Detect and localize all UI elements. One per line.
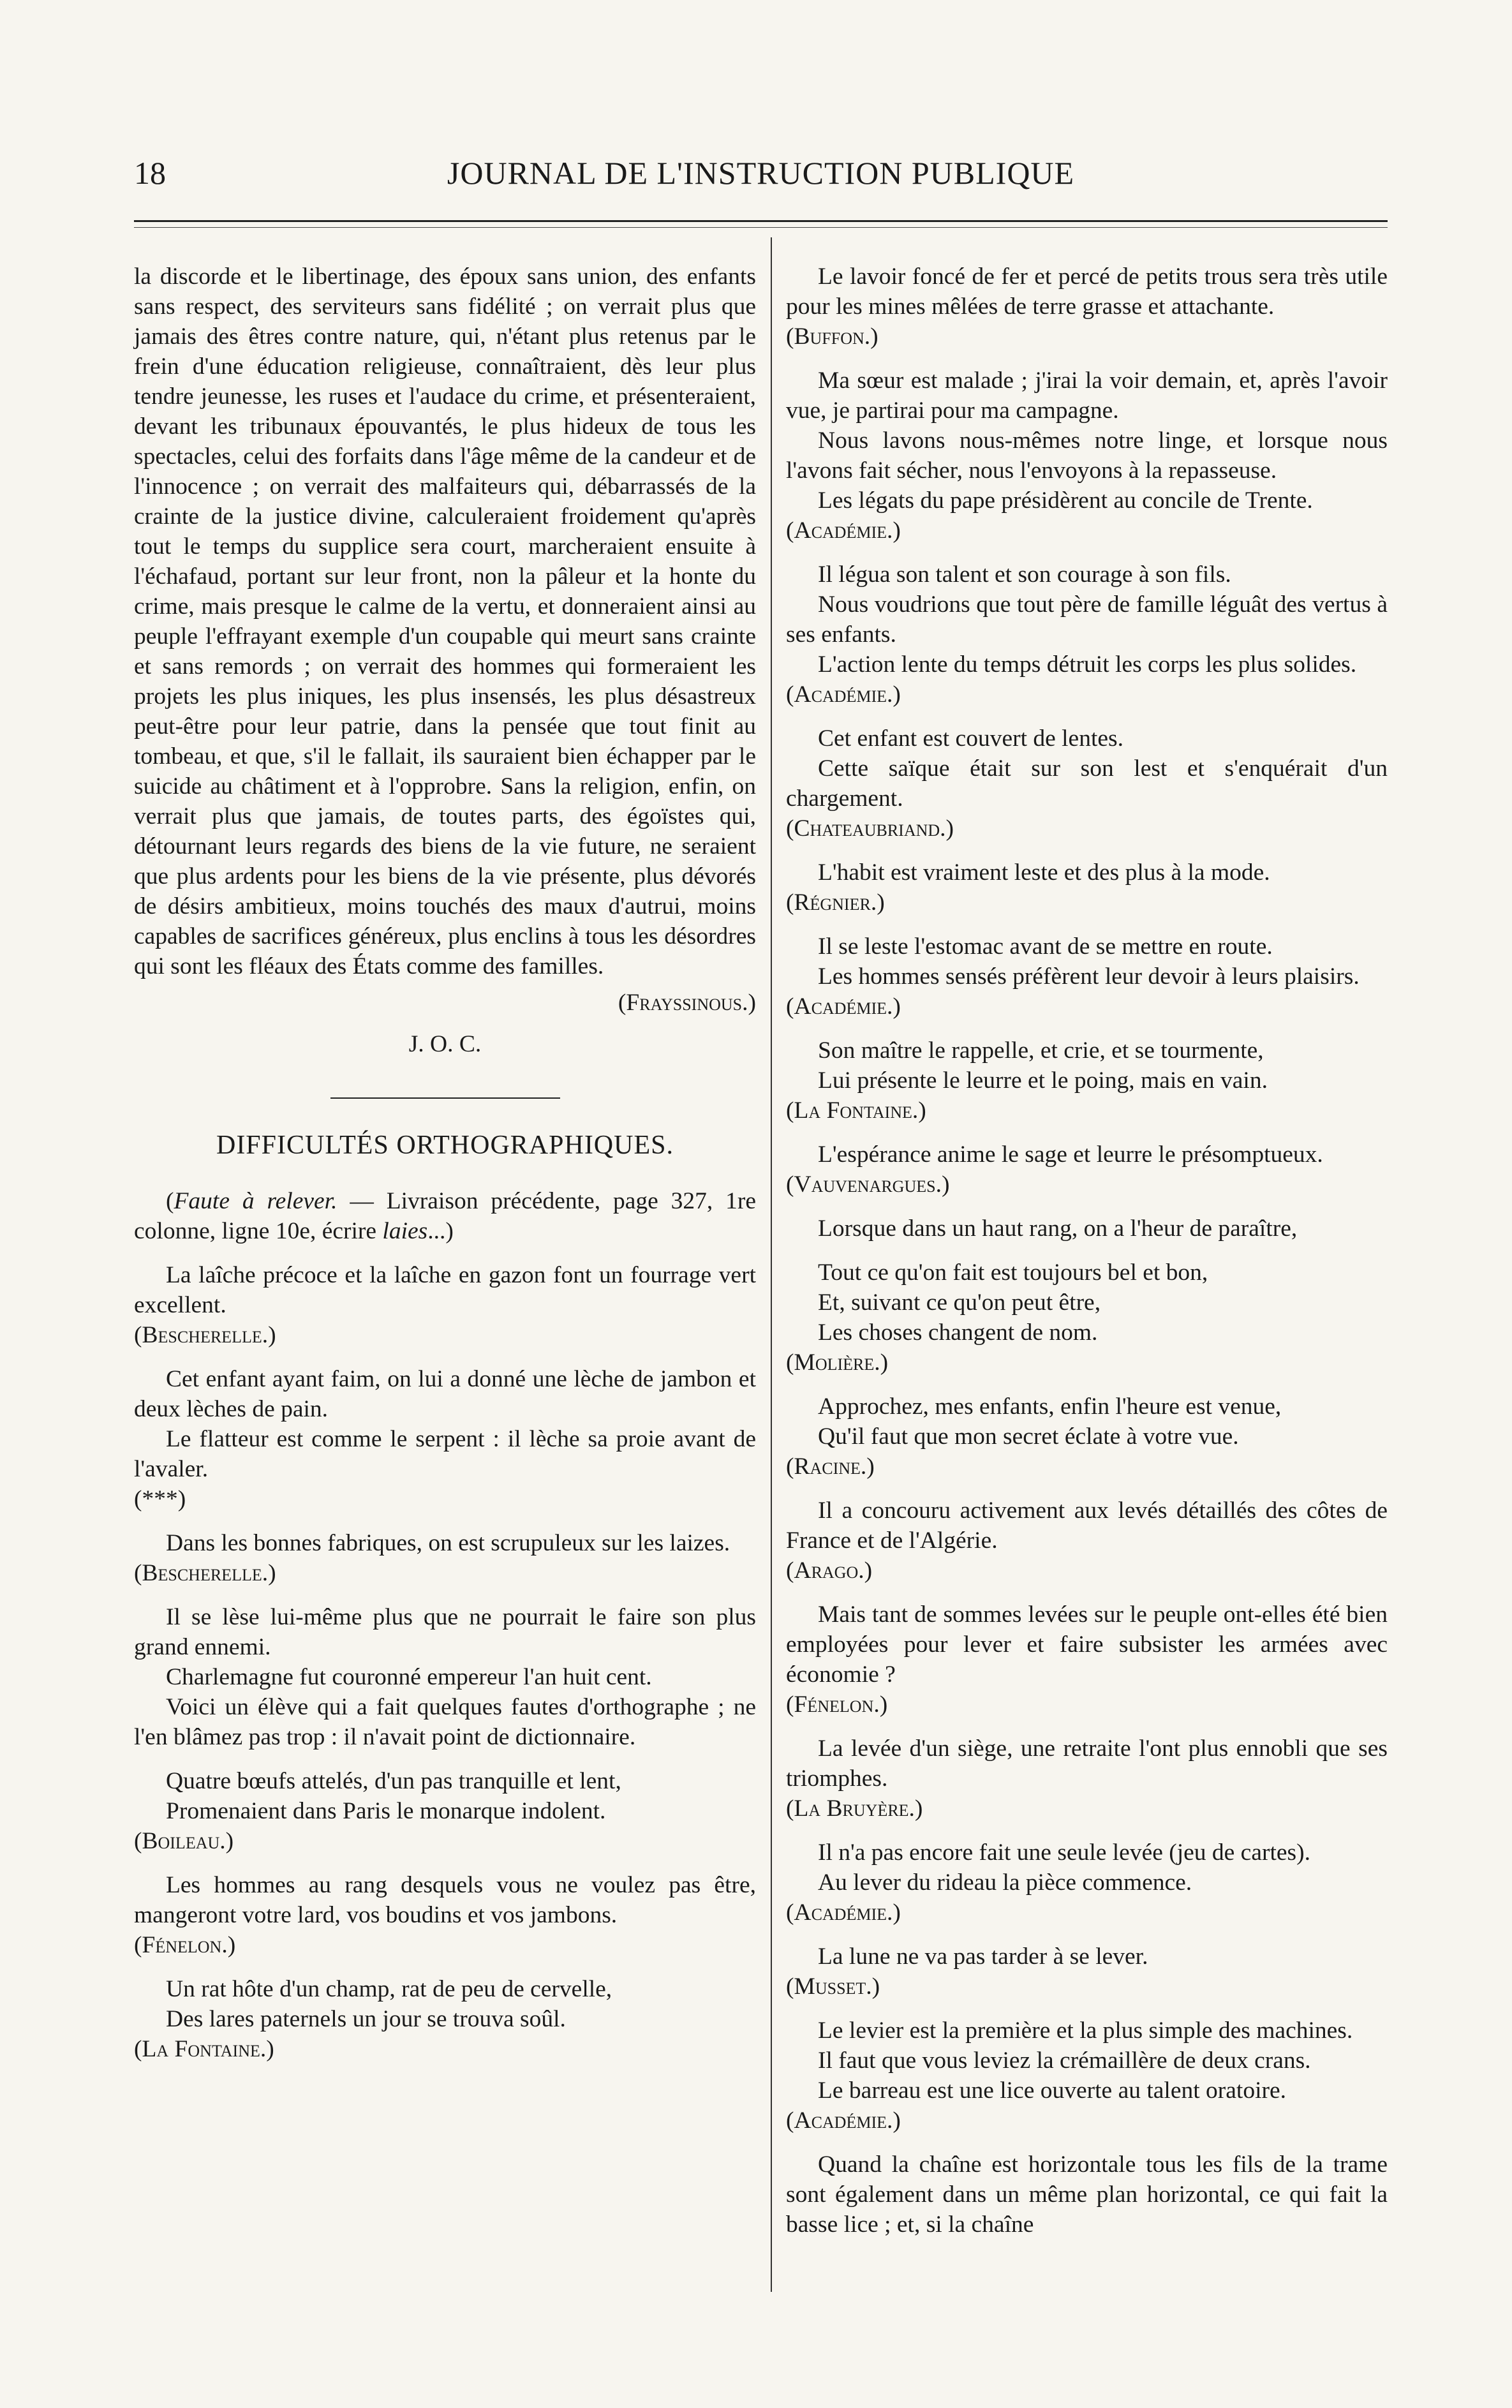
example-line: Le flatteur est comme le serpent : il lèche sa proie avant de l'avaler. <box>134 1426 756 1482</box>
example-source: (Molière.) <box>786 1349 889 1376</box>
left-examples <box>134 1260 756 2064</box>
example-block <box>786 932 1388 1022</box>
example-line: Le barreau est une lice ouverte au talent oratoire. <box>818 2077 1286 2104</box>
example-block <box>786 1036 1388 1126</box>
example-source: (La Fontaine.) <box>134 2036 274 2062</box>
header-rule <box>134 220 1388 222</box>
example-line: Cette saïque était sur son lest et s'enquérait d'un chargement. <box>786 755 1388 812</box>
example-source: (Académie.) <box>786 993 901 1020</box>
header-rule-thin <box>134 227 1388 228</box>
example-block <box>786 1496 1388 1586</box>
example-block <box>786 1392 1388 1482</box>
example-source: (Vauvenargues.) <box>786 1171 950 1198</box>
example-line: Au lever du rideau la pièce commence. <box>818 1869 1192 1896</box>
example-source: (Boileau.) <box>134 1828 234 1854</box>
example-line: L'espérance anime le sage et leurre le présomptueux. <box>818 1141 1323 1168</box>
example-block <box>786 1214 1388 1244</box>
example-line: Dans les bonnes fabriques, on est scrupuleux sur les laizes. <box>166 1530 730 1556</box>
example-source: (Musset.) <box>786 1973 880 2000</box>
example-source: (***) <box>134 1486 186 1512</box>
example-block <box>134 1870 756 1960</box>
example-line: Voici un élève qui a fait quelques fautes d'orthographe ; ne l'en blâmez pas trop : il n'avait point de dictionnaire. <box>134 1694 756 1750</box>
example-block <box>786 1942 1388 2002</box>
example-block <box>786 858 1388 918</box>
example-block <box>786 1838 1388 1928</box>
example-source: (Bescherelle.) <box>134 1322 276 1348</box>
example-line: Et, suivant ce qu'on peut être, <box>818 1289 1101 1316</box>
example-block <box>786 262 1388 352</box>
example-line: L'habit est vraiment leste et des plus à la mode. <box>818 859 1270 886</box>
example-source: (Fénelon.) <box>134 1932 236 1958</box>
example-line: Il légua son talent et son courage à son fils. <box>818 561 1231 588</box>
page-header <box>134 148 1388 199</box>
example-source: (Arago.) <box>786 1557 873 1584</box>
section-title: DIFFICULTÉS ORTHOGRAPHIQUES. <box>216 1131 674 1160</box>
example-source: (Racine.) <box>786 1453 875 1480</box>
example-line: L'action lente du temps détruit les corps les plus solides. <box>818 651 1357 678</box>
example-line: Promenaient dans Paris le monarque indolent. <box>166 1798 606 1824</box>
example-line: Charlemagne fut couronné empereur l'an huit cent. <box>166 1664 652 1690</box>
example-block <box>134 1528 756 1588</box>
example-source: (Buffon.) <box>786 323 878 350</box>
example-line: Il se leste l'estomac avant de se mettre en route. <box>818 933 1273 960</box>
example-line: Lui présente le leurre et le poing, mais en vain. <box>818 1067 1268 1094</box>
example-line: La levée d'un siège, une retraite l'ont plus ennobli que ses triomphes. <box>786 1735 1388 1792</box>
example-block <box>786 1600 1388 1720</box>
example-source: (La Fontaine.) <box>786 1097 926 1124</box>
example-block <box>786 2016 1388 2136</box>
example-line: La laîche précoce et la laîche en gazon font un fourrage vert excellent. <box>134 1262 756 1318</box>
example-line: Il se lèse lui-même plus que ne pourrait le faire son plus grand ennemi. <box>134 1604 756 1660</box>
right-column <box>786 262 1388 2254</box>
example-source: (La Bruyère.) <box>786 1795 923 1822</box>
example-line: Quand la chaîne est horizontale tous les fils de la trame sont également dans un même plan horizontal, ce qui fait la basse lice ; et, si la chaîne <box>786 2152 1388 2238</box>
example-line: Il faut que vous leviez la crémaillère de deux crans. <box>818 2048 1311 2074</box>
example-block <box>786 560 1388 710</box>
example-line: Des lares paternels un jour se trouva soûl. <box>166 2006 566 2032</box>
example-block <box>786 1140 1388 1200</box>
example-block <box>134 1602 756 1752</box>
page-number: 18 <box>134 155 166 191</box>
example-line: Il a concouru activement aux levés détaillés des côtes de France et de l'Algérie. <box>786 1498 1388 1554</box>
example-source: (Bescherelle.) <box>134 1560 276 1586</box>
section-separator <box>330 1097 560 1099</box>
example-source: (Académie.) <box>786 681 901 708</box>
example-line: Quatre bœufs attelés, d'un pas tranquille et lent, <box>166 1768 621 1794</box>
example-line: Approchez, mes enfants, enfin l'heure est venue, <box>818 1394 1282 1420</box>
example-line: Mais tant de sommes levées sur le peuple ont-elles été bien employées pour lever et faire subsister les armées avec économie ? <box>786 1602 1388 1688</box>
example-source: (Académie.) <box>786 1899 901 1926</box>
column-divider <box>771 237 772 2292</box>
example-line: Un rat hôte d'un champ, rat de peu de cervelle, <box>166 1976 612 2002</box>
example-line: Nous lavons nous-mêmes notre linge, et lorsque nous l'avons fait sécher, nous l'envoyons à la repasseuse. <box>786 427 1388 484</box>
example-block <box>786 366 1388 546</box>
signature: J. O. C. <box>408 1031 482 1057</box>
example-line: Les hommes sensés préfèrent leur devoir à leurs plaisirs. <box>818 963 1360 990</box>
example-block <box>134 1766 756 1856</box>
example-line: Cet enfant ayant faim, on lui a donné une lèche de jambon et deux lèches de pain. <box>134 1366 756 1422</box>
example-block <box>134 1364 756 1514</box>
example-source: (Régnier.) <box>786 889 885 916</box>
example-block <box>786 2150 1388 2240</box>
example-line: Le lavoir foncé de fer et percé de petits trous sera très utile pour les mines mêlées de terre grasse et attachante. <box>786 264 1388 320</box>
example-line: Cet enfant est couvert de lentes. <box>818 725 1123 752</box>
example-line: Ma sœur est malade ; j'irai la voir demain, et, après l'avoir vue, je partirai pour ma campagne. <box>786 368 1388 424</box>
example-line: La lune ne va pas tarder à se lever. <box>818 1943 1148 1970</box>
example-line: Les hommes au rang desquels vous ne voulez pas être, mangeront votre lard, vos boudins et vos jambons. <box>134 1872 756 1928</box>
essay-source: (Frayssinous.) <box>618 990 756 1016</box>
example-line: Les choses changent de nom. <box>818 1319 1098 1346</box>
example-line: Qu'il faut que mon secret éclate à votre vue. <box>818 1423 1239 1450</box>
example-block <box>786 1734 1388 1824</box>
example-source: (Chateaubriand.) <box>786 815 954 842</box>
example-block <box>786 1258 1388 1378</box>
essay-text: la discorde et le libertinage, des époux sans union, des enfants sans respect, des serviteurs sans fidélité ; on verrait plus que jamais des êtres contre nature, qui, n'étant plus retenus par le frein d'une éducation religieuse, connaîtraient, dès leur plus tendre jeunesse, les ruses et l'audace du crime, et présenteraient, devant les tribunaux épouvantés, le plus hideux de tous les spectacles, celui des forfaits dans l'âge même de la candeur et de l'innocence ; on verrait des malfaiteurs qui, débarrassés de la crainte de la justice divine, calculeraient froidement qu'après tout le temps du supplice sera court, marcheraient ensuite à l'échafaud, portant sur leur front, non la pâleur et la honte du crime, mais presque le calme de la vertu, et donneraient ainsi au peuple l'effrayant exemple d'un coupable qui meurt sans crainte et sans remords ; on verrait des hommes qui formeraient les projets les plus iniques, les plus insensés, les plus désastreux peut-être pour leur patrie, dans la pensée que tout finit au tombeau, et que, s'il le fallait, ils sauraient bien échapper par le suicide au châtiment et à l'opprobre. Sans la religion, enfin, on verrait plus que jamais, de toutes parts, des égoïstes qui, détournant leurs regards des biens de la vie future, ne seraient que plus ardents pour les biens de la vie présente, plus dévorés de désirs ambitieux, moins touchés des maux d'autrui, moins capables de sacrifices généreux, plus enclins à tous les désordres qui sont les fléaux des États comme des familles. <box>134 264 756 979</box>
example-block <box>786 724 1388 844</box>
left-column <box>134 262 756 2078</box>
example-line: Lorsque dans un haut rang, on a l'heur de paraître, <box>818 1215 1298 1242</box>
journal-title: JOURNAL DE L'INSTRUCTION PUBLIQUE <box>447 155 1075 191</box>
example-source: (Académie.) <box>786 517 901 544</box>
example-line: Les légats du pape présidèrent au concile de Trente. <box>818 487 1313 514</box>
example-line: Tout ce qu'on fait est toujours bel et bon, <box>818 1260 1208 1286</box>
example-source: (Académie.) <box>786 2107 901 2134</box>
right-examples <box>786 262 1388 2240</box>
example-block <box>134 1260 756 1350</box>
example-line: Son maître le rappelle, et crie, et se tourmente, <box>818 1037 1264 1064</box>
example-block <box>134 1974 756 2064</box>
example-line: Le levier est la première et la plus simple des machines. <box>818 2018 1353 2044</box>
example-source: (Fénelon.) <box>786 1691 888 1718</box>
example-line: Il n'a pas encore fait une seule levée (jeu de cartes). <box>818 1839 1310 1866</box>
example-line: Nous voudrions que tout père de famille léguât des vertus à ses enfants. <box>786 591 1388 648</box>
section-intro: (Faute à relever. — Livraison précédente, page 327, 1re colonne, ligne 10e, écrire laies...) <box>134 1188 756 1244</box>
